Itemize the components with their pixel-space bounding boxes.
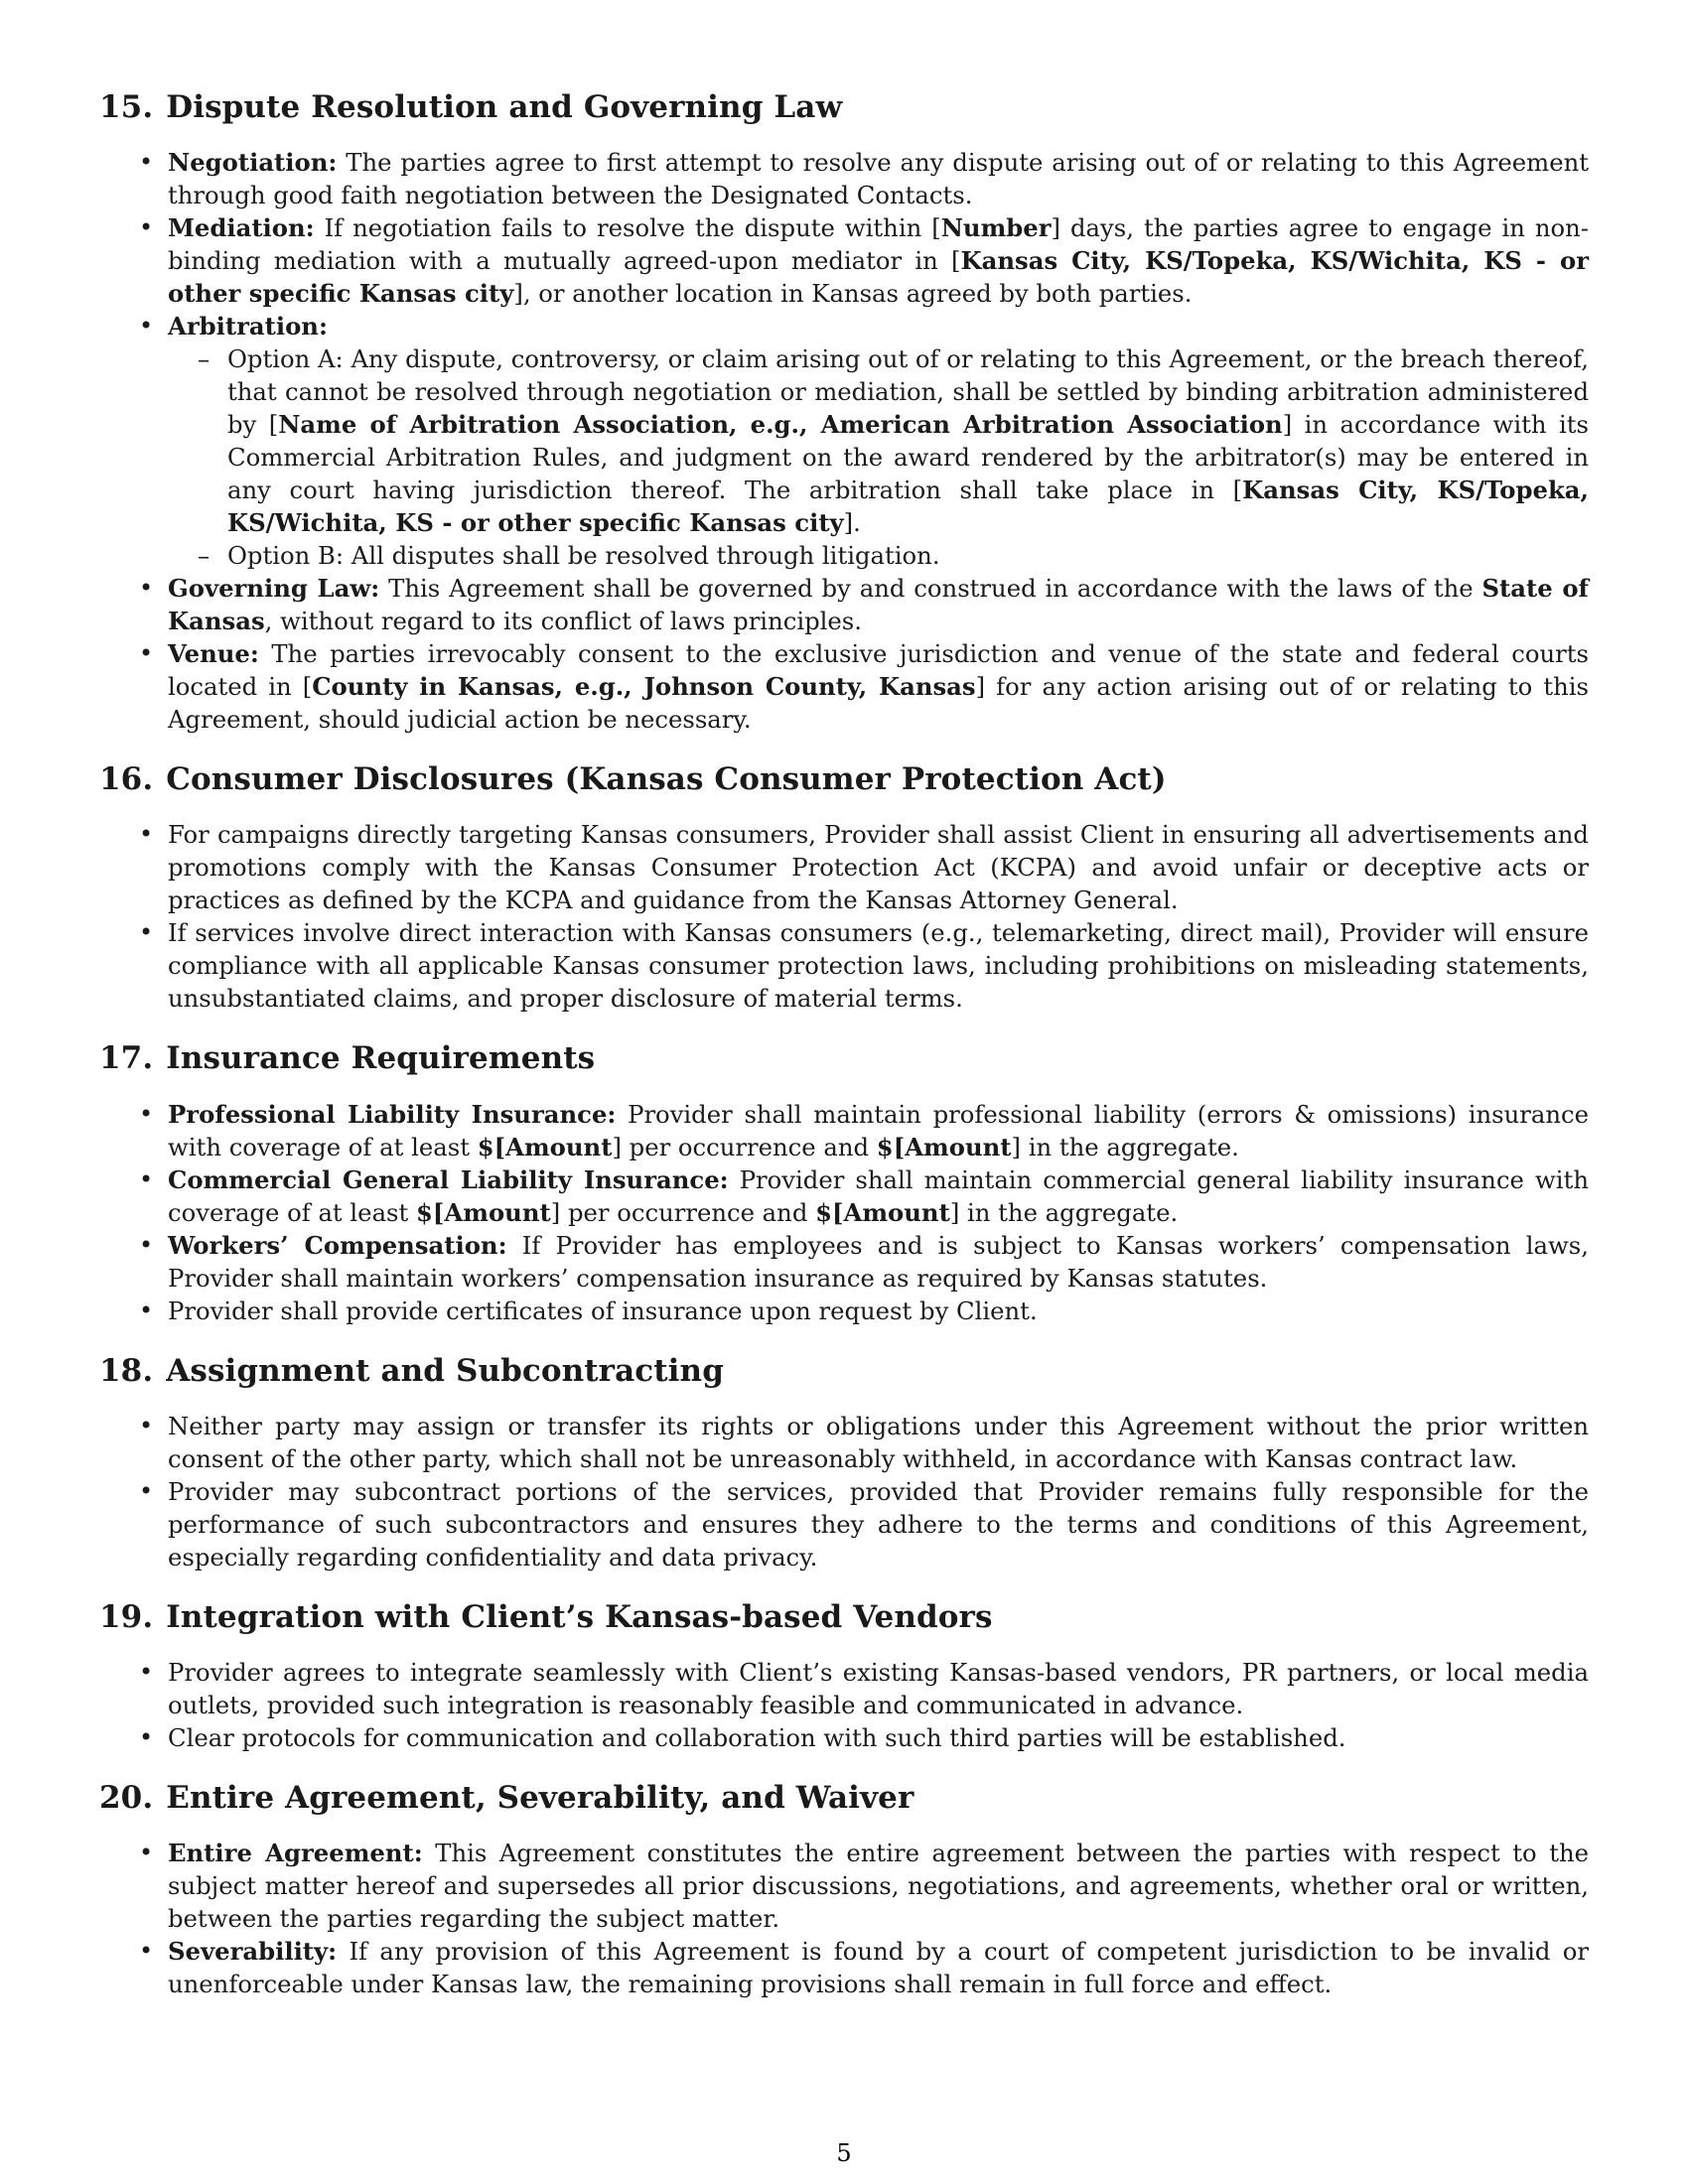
bullet-list — [99, 818, 1589, 1015]
section-heading: 17. Insurance Requirements — [99, 1040, 596, 1077]
section-18 — [99, 1353, 1589, 1573]
section-heading: 15. Dispute Resolution and Governing Law — [99, 89, 843, 125]
list-item: • Provider agrees to integrate seamlessly with Client’s existing Kansas-based vendors, PR partners, or local media outlets, provided such integration is reasonably feasible and communicated in advance. — [99, 1656, 1589, 1721]
section-17 — [99, 1040, 1589, 1326]
option-a: – Option A: Any dispute, controversy, or claim arising out of or relating to this Agreement, or the breach thereof, that cannot be resolved through negotiation or mediation, shall be settled by binding arbitration administered by [Name of Arbitration Association, e.g., American Arbitration Association] in accordance with its Commercial Arbitration Rules, and judgment on the award rendered by the arbitrator(s) may be entered in any court having jurisdiction thereof. The arbitration shall take place in [Kansas City, KS/Topeka, KS/Wichita, KS - or other specific Kansas city]. — [168, 342, 1589, 539]
document-page — [99, 89, 1589, 2026]
commercial-liability-item: • Commercial General Liability Insurance: Provider shall maintain commercial general liability insurance with coverage of at least $[Amount] per occurrence and $[Amount] in the aggregate. — [99, 1163, 1589, 1229]
bullet-list — [99, 1098, 1589, 1327]
option-b: – Option B: All disputes shall be resolved through litigation. — [168, 539, 1589, 572]
severability-item: • Severability: If any provision of this Agreement is found by a court of competent jurisdiction to be invalid or unenforceable under Kansas law, the remaining provisions shall remain in full force and effect. — [99, 1935, 1589, 2000]
list-item: • Neither party may assign or transfer its rights or obligations under this Agreement without the prior written consent of the other party, which shall not be unreasonably withheld, in accordance with Kansas contract law. — [99, 1410, 1589, 1475]
negotiation-item: • Negotiation: The parties agree to first attempt to resolve any dispute arising out of or relating to this Agreement through good faith negotiation between the Designated Contacts. — [99, 146, 1589, 211]
arbitration-item: • Arbitration: – Option A: Any dispute, controversy, or claim arising out of or relating to this Agreement, or the breach thereof, that cannot be resolved through negotiation or mediation, shall be settled by binding arbitration administered by [Name of Arbitration Association, e.g., American Arbitration Association] in accordance with its Commercial Arbitration Rules, and judgment on the award rendered by the arbitrator(s) may be entered in any court having jurisdiction thereof. The arbitration shall take place in [Kansas City, KS/Topeka, KS/Wichita, KS - or other specific Kansas city]. – Option B: All disputes shall be resolved through litigation. — [99, 310, 1589, 572]
list-item: • Clear protocols for communication and collaboration with such third parties will be established. — [99, 1721, 1589, 1754]
section-heading: 18. Assignment and Subcontracting — [99, 1352, 724, 1389]
workers-compensation-item: • Workers’ Compensation: If Provider has employees and is subject to Kansas workers’ compensation laws, Provider shall maintain workers’ compensation insurance as required by Kansas statutes. — [99, 1229, 1589, 1295]
professional-liability-item: • Professional Liability Insurance: Provider shall maintain professional liability (errors & omissions) insurance with coverage of at least $[Amount] per occurrence and $[Amount] in the aggregate. — [99, 1098, 1589, 1163]
page-number: 5 — [836, 2139, 852, 2167]
section-heading: 16. Consumer Disclosures (Kansas Consumer Protection Act) — [99, 761, 1167, 798]
section-heading: 19. Integration with Client’s Kansas-based Vendors — [99, 1598, 993, 1635]
mediation-item: • Mediation: If negotiation fails to resolve the dispute within [Number] days, the parties agree to engage in non-binding mediation with a mutually agreed-upon mediator in [Kansas City, KS/Topeka, KS/Wichita, KS - or other specific Kansas city], or another location in Kansas agreed by both parties. — [99, 211, 1589, 310]
list-item: • Provider may subcontract portions of the services, provided that Provider remains fully responsible for the performance of such subcontractors and ensures they adhere to the terms and conditions of this Agreement, especially regarding confidentiality and data privacy. — [99, 1475, 1589, 1573]
section-15 — [99, 89, 1589, 736]
section-19 — [99, 1599, 1589, 1754]
entire-agreement-item: • Entire Agreement: This Agreement constitutes the entire agreement between the parties with respect to the subject matter hereof and supersedes all prior discussions, negotiations, and agreements, whether oral or written, between the parties regarding the subject matter. — [99, 1837, 1589, 1935]
bullet-list — [99, 146, 1589, 736]
bullet-list — [99, 1656, 1589, 1754]
certificates-item: • Provider shall provide certificates of insurance upon request by Client. — [99, 1295, 1589, 1327]
section-heading: 20. Entire Agreement, Severability, and Waiver — [99, 1779, 914, 1816]
section-20 — [99, 1780, 1589, 2000]
bullet-list — [99, 1837, 1589, 2000]
list-item: • For campaigns directly targeting Kansas consumers, Provider shall assist Client in ensuring all advertisements and promotions comply with the Kansas Consumer Protection Act (KCPA) and avoid unfair or deceptive acts or practices as defined by the KCPA and guidance from the Kansas Attorney General. — [99, 818, 1589, 916]
list-item: • If services involve direct interaction with Kansas consumers (e.g., telemarketing, direct mail), Provider will ensure compliance with all applicable Kansas consumer protection laws, including prohibitions on misleading statements, unsubstantiated claims, and proper disclosure of material terms. — [99, 916, 1589, 1015]
governing-law-item: • Governing Law: This Agreement shall be governed by and construed in accordance with the laws of the State of Kansas, without regard to its conflict of laws principles. — [99, 572, 1589, 637]
arbitration-options — [168, 342, 1589, 572]
bullet-list — [99, 1410, 1589, 1573]
venue-item: • Venue: The parties irrevocably consent to the exclusive jurisdiction and venue of the state and federal courts located in [County in Kansas, e.g., Johnson County, Kansas] for any action arising out of or relating to this Agreement, should judicial action be necessary. — [99, 637, 1589, 736]
section-16 — [99, 761, 1589, 1015]
